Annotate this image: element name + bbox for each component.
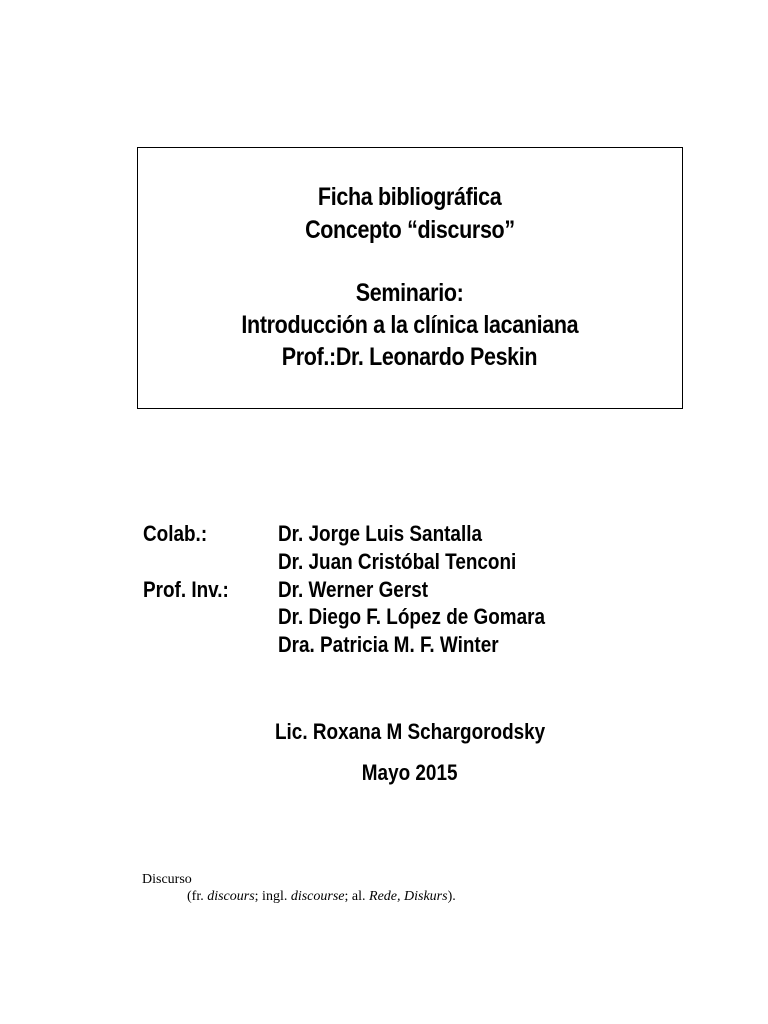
seminar-name: Introducción a la clínica lacaniana: [241, 311, 579, 339]
document-subtitle: Concepto “discurso”: [305, 216, 515, 244]
document-title: Ficha bibliográfica: [318, 183, 502, 211]
colab-label: Colab.:: [143, 521, 208, 546]
title-box: [137, 147, 683, 409]
entry-term: Discurso: [142, 872, 192, 887]
credit-name: Dr. Jorge Luis Santalla: [278, 521, 482, 546]
date-line: Mayo 2015: [362, 760, 458, 785]
seminar-label: Seminario:: [356, 279, 464, 307]
credit-name: Dr. Diego F. López de Gomara: [278, 604, 546, 629]
author-line: Lic. Roxana M Schargorodsky: [274, 719, 546, 744]
professor-line: Prof.:Dr. Leonardo Peskin: [282, 343, 538, 371]
credit-name: Dr. Juan Cristóbal Tenconi: [278, 549, 517, 574]
prof-inv-label: Prof. Inv.:: [143, 577, 229, 602]
credit-name: Dra. Patricia M. F. Winter: [278, 632, 499, 657]
entry-etymology: (fr. discours; ingl. discourse; al. Rede, Diskurs).: [187, 889, 456, 904]
credit-name: Dr. Werner Gerst: [278, 577, 429, 602]
